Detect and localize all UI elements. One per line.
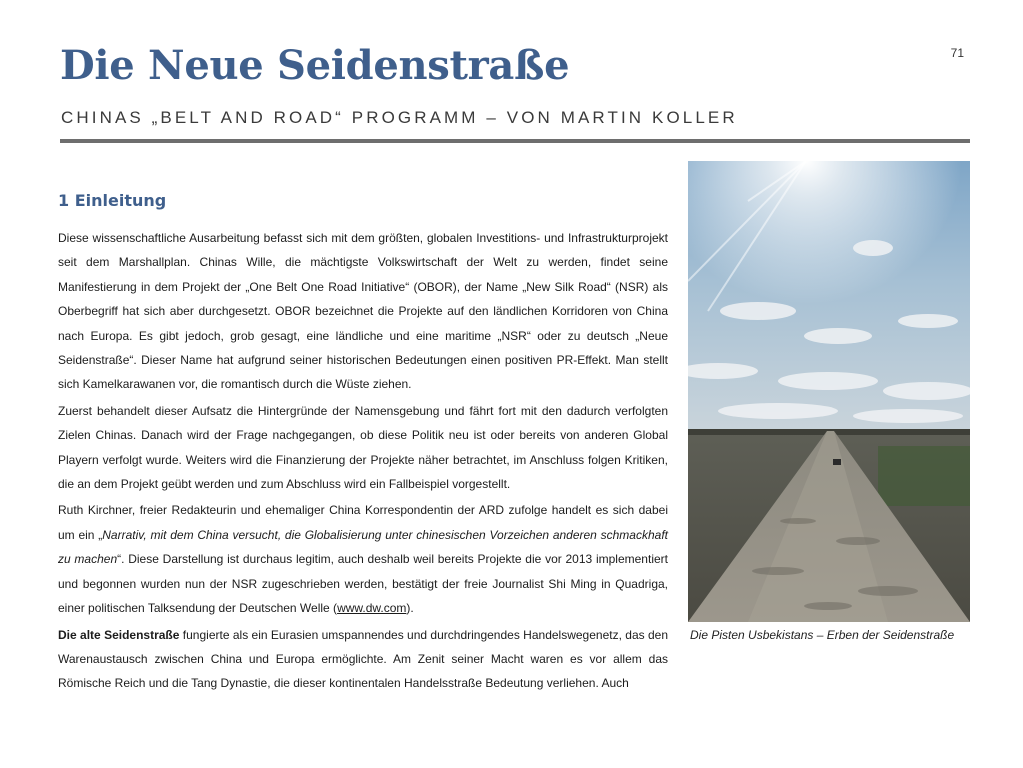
page-subtitle: CHINAS „BELT AND ROAD“ PROGRAMM – VON MARTIN KOLLER xyxy=(61,108,738,127)
old-silk-road-text: fungierte als ein Eurasien umspannendes und durchdringendes Handelswegenetz, das den Warenaustausch zwischen China und Europa ermöglichte. Am Zenit seiner Macht waren es vor allem das Römische Reich und die Tang Dynastie, die dieser kontinentalen Handelsstraße Bedeutung verliehen. Auch xyxy=(58,627,668,691)
paragraph-intro: Diese wissenschaftliche Ausarbeitung befasst sich mit dem größten, globalen Investitions- und Infrastrukturprojekt seit dem Marshallplan. Chinas Wille, die mächtigste Volkswirtschaft der Welt zu werden, findet seine Manifestierung in dem Projekt der „One Belt One Road Initiative“ (OBOR), der Name „New Silk Road“ (NSR) als Oberbegriff hat sich aber durchgesetzt. OBOR bezeichnet die Projekte auf den ländlichen Korridoren von China nach Europa. Es gibt jedoch, grob gesagt, eine ländliche und eine maritime „NSR“ oder zu deutsch „Neue Seidenstraße“. Dieser Name hat aufgrund seiner historischen Bedeutungen einen positiven PR-Effekt. Man stellt sich Kamelkarawanen vor, die romantisch durch die Wüste ziehen. xyxy=(58,231,668,392)
paragraph-old-silk-road xyxy=(58,623,668,696)
photo-caption: Die Pisten Usbekistans – Erben der Seidenstraße xyxy=(690,628,955,642)
dw-link[interactable]: www.dw.com xyxy=(337,601,407,616)
quote-intro-text: Ruth Kirchner, freier Redakteurin und ehemaliger China Korrespondentin der ARD zufolge handelt es sich dabei um ein „ xyxy=(58,503,668,542)
paragraph-kirchner-quote xyxy=(58,498,668,620)
kirchner-quote: Narrativ, mit dem China versucht, die Globalisierung unter chinesischen Vorzeichen anderen schmackhaft zu machen xyxy=(58,527,668,567)
section-heading: 1 Einleitung xyxy=(58,191,167,210)
road-photo xyxy=(688,161,970,622)
paragraph-structure: Zuerst behandelt dieser Aufsatz die Hintergründe der Namensgebung und fährt fort mit den dadurch verfolgten Zielen Chinas. Danach wird der Frage nachgegangen, ob diese Politik neu ist oder bereits von anderen Global Playern verfolgt wurde. Weiters wird die Finanzierung der Projekte näher betrachtet, im Anschluss folgen Kritiken, die an dem Projekt geübt werden und zum Abschluss wird ein Fallbeispiel vorgestellt. xyxy=(58,403,668,492)
quote-followup-text: “. Diese Darstellung ist durchaus legitim, auch deshalb weil bereits Projekte die vor 2013 implementiert und begonnen wurden nun der NSR zugeschrieben werden, bestätigt der freie Journalist Shi Ming in Quadriga, einer politischen Talksendung der Deutschen Welle ( xyxy=(58,552,668,616)
page-number: 71 xyxy=(950,46,964,60)
old-silk-road-term: Die alte Seidenstraße xyxy=(58,627,180,642)
body-text xyxy=(58,226,668,698)
header-divider xyxy=(60,139,970,143)
quote-closing-text: ). xyxy=(406,601,414,616)
page-title: Die Neue Seidenstraße xyxy=(60,42,570,89)
